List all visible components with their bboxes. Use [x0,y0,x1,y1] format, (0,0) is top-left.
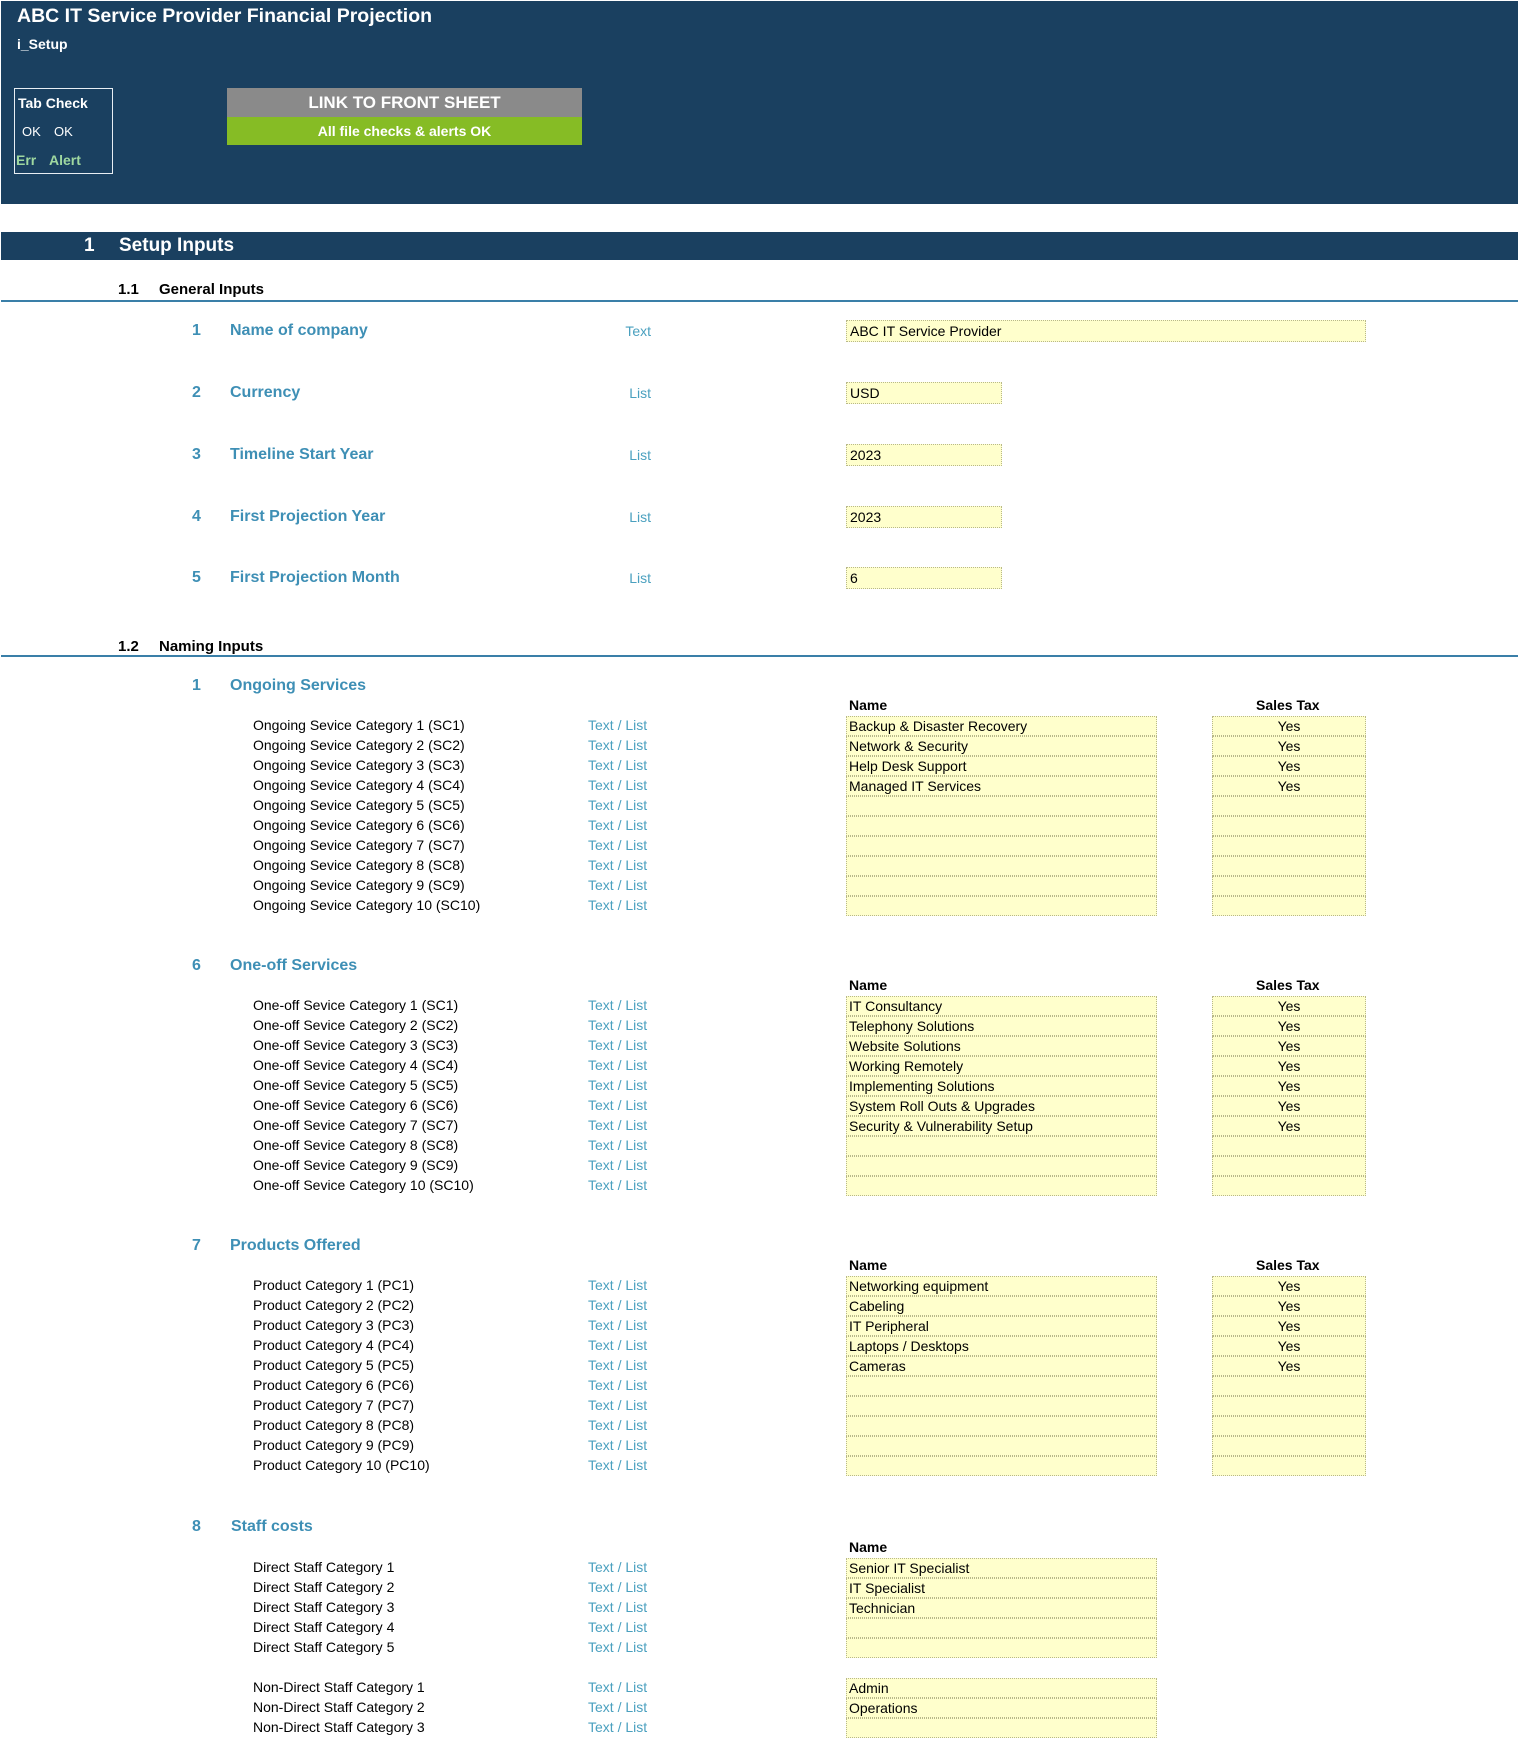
category-label: One-off Sevice Category 6 (SC6) [253,1097,459,1113]
category-name-input[interactable]: Implementing Solutions [846,1076,1157,1096]
staff-name-input[interactable]: IT Specialist [846,1578,1157,1598]
category-name-input[interactable]: Backup & Disaster Recovery [846,716,1157,736]
category-label: One-off Sevice Category 5 (SC5) [253,1077,459,1093]
sales-tax-input[interactable] [1212,796,1366,816]
sales-tax-input[interactable]: Yes [1212,1016,1366,1036]
category-label: One-off Sevice Category 8 (SC8) [253,1137,459,1153]
category-name-input[interactable]: Cameras [846,1356,1157,1376]
category-name-input[interactable] [846,796,1157,816]
category-name-input[interactable]: Managed IT Services [846,776,1157,796]
sales-tax-input[interactable]: Yes [1212,756,1366,776]
category-name-input[interactable]: Working Remotely [846,1056,1157,1076]
category-label: One-off Sevice Category 3 (SC3) [253,1037,459,1053]
staff-category-type: Text / List [588,1619,648,1635]
header-band [1,1,1518,204]
category-name-input[interactable]: Networking equipment [846,1276,1157,1296]
section-header [1,232,1518,260]
staff-category-label: Non-Direct Staff Category 2 [253,1699,425,1715]
category-type: Text / List [588,1097,648,1113]
sales-tax-column-header: Sales Tax [1256,1257,1320,1273]
tab-check-title: Tab Check [18,95,88,111]
input-number: 2 [192,384,201,401]
sales-tax-input[interactable] [1212,1396,1366,1416]
input-field[interactable]: 6 [846,567,1002,589]
category-type: Text / List [588,1297,648,1313]
category-label: Product Category 2 (PC2) [253,1297,415,1313]
sales-tax-input[interactable]: Yes [1212,1296,1366,1316]
staff-category-type: Text / List [588,1559,648,1575]
category-label: One-off Sevice Category 10 (SC10) [253,1177,474,1193]
category-label: Product Category 6 (PC6) [253,1377,415,1393]
tab-check-ok: OK [22,124,41,139]
category-name-input[interactable] [846,1156,1157,1176]
category-label: Ongoing Sevice Category 5 (SC5) [253,797,465,813]
sales-tax-input[interactable] [1212,1156,1366,1176]
group-title: One-off Services [230,957,358,974]
category-label: One-off Sevice Category 4 (SC4) [253,1057,459,1073]
category-type: Text / List [588,1377,648,1393]
category-type: Text / List [588,877,648,893]
staff-name-input[interactable] [846,1718,1157,1738]
category-label: One-off Sevice Category 7 (SC7) [253,1117,459,1133]
category-label: Product Category 10 (PC10) [253,1457,430,1473]
group-number: 7 [192,1237,201,1254]
subsection-title: General Inputs [159,281,265,298]
staff-category-label: Non-Direct Staff Category 3 [253,1719,425,1735]
tab-check-err: Err [16,152,37,168]
category-type: Text / List [588,1417,648,1433]
category-name-input[interactable] [846,1436,1157,1456]
category-name-input[interactable]: Website Solutions [846,1036,1157,1056]
sales-tax-input[interactable]: Yes [1212,1316,1366,1336]
tab-check-ok-2: OK [54,124,73,139]
group-title: Products Offered [230,1237,361,1254]
category-name-input[interactable]: Network & Security [846,736,1157,756]
sales-tax-input[interactable] [1212,1416,1366,1436]
sales-tax-input[interactable] [1212,816,1366,836]
category-type: Text / List [588,1177,648,1193]
input-number: 3 [192,446,201,463]
category-label: Ongoing Sevice Category 4 (SC4) [253,777,465,793]
category-name-input[interactable] [846,1136,1157,1156]
category-label: Ongoing Sevice Category 6 (SC6) [253,817,465,833]
staff-name-input[interactable]: Senior IT Specialist [846,1558,1157,1578]
category-type: Text / List [588,1397,648,1413]
category-type: Text / List [588,797,648,813]
category-name-input[interactable] [846,1456,1157,1476]
category-name-input[interactable]: System Roll Outs & Upgrades [846,1096,1157,1116]
category-label: Product Category 9 (PC9) [253,1437,415,1453]
sales-tax-input[interactable] [1212,1436,1366,1456]
staff-category-type: Text / List [588,1579,648,1595]
category-label: Product Category 8 (PC8) [253,1417,415,1433]
category-label: Product Category 4 (PC4) [253,1337,415,1353]
category-label: Product Category 1 (PC1) [253,1277,415,1293]
input-field[interactable]: ABC IT Service Provider [846,320,1366,342]
category-type: Text / List [588,717,648,733]
input-label: First Projection Year [230,508,386,525]
category-type: Text / List [588,1277,648,1293]
group-number: 1 [192,677,201,694]
sales-tax-input[interactable] [1212,1456,1366,1476]
sales-tax-input[interactable] [1212,856,1366,876]
input-number: 1 [192,322,201,339]
staff-category-label: Direct Staff Category 3 [253,1599,395,1615]
input-type: List [629,385,651,401]
category-type: Text / List [588,1357,648,1373]
sales-tax-input[interactable] [1212,896,1366,916]
sales-tax-input[interactable]: Yes [1212,996,1366,1016]
category-name-input[interactable] [846,856,1157,876]
category-type: Text / List [588,1337,648,1353]
category-type: Text / List [588,757,648,773]
category-name-input[interactable] [846,816,1157,836]
category-type: Text / List [588,897,648,913]
subsection-rule [1,655,1518,657]
input-field[interactable]: 2023 [846,506,1002,528]
staff-category-label: Direct Staff Category 4 [253,1619,395,1635]
group-number: 8 [192,1518,201,1535]
input-type: List [629,447,651,463]
sales-tax-input[interactable]: Yes [1212,1096,1366,1116]
category-type: Text / List [588,1117,648,1133]
tab-check-alert: Alert [49,152,81,168]
file-check-status: All file checks & alerts OK [227,117,582,145]
category-label: Ongoing Sevice Category 3 (SC3) [253,757,465,773]
staff-category-label: Direct Staff Category 5 [253,1639,395,1655]
sales-tax-input[interactable]: Yes [1212,776,1366,796]
category-type: Text / List [588,1317,648,1333]
sales-tax-input[interactable]: Yes [1212,1056,1366,1076]
sales-tax-input[interactable] [1212,1176,1366,1196]
category-type: Text / List [588,857,648,873]
sales-tax-input[interactable]: Yes [1212,1036,1366,1056]
category-name-input[interactable]: Telephony Solutions [846,1016,1157,1036]
category-name-input[interactable] [846,1176,1157,1196]
sales-tax-input[interactable]: Yes [1212,716,1366,736]
category-name-input[interactable] [846,1396,1157,1416]
category-type: Text / List [588,1437,648,1453]
staff-category-type: Text / List [588,1599,648,1615]
sales-tax-input[interactable]: Yes [1212,736,1366,756]
sales-tax-input[interactable] [1212,836,1366,856]
page-title: ABC IT Service Provider Financial Projection [17,5,433,27]
category-name-input[interactable] [846,836,1157,856]
category-type: Text / List [588,737,648,753]
name-column-header: Name [849,1539,888,1555]
sheet-name: i_Setup [17,36,68,52]
category-name-input[interactable] [846,896,1157,916]
category-type: Text / List [588,817,648,833]
sales-tax-input[interactable] [1212,1136,1366,1156]
subsection-title: Naming Inputs [159,638,264,655]
category-label: Product Category 3 (PC3) [253,1317,415,1333]
category-label: Ongoing Sevice Category 7 (SC7) [253,837,465,853]
group-title: Staff costs [231,1518,313,1535]
input-type: List [629,509,651,525]
staff-name-input[interactable]: Technician [846,1598,1157,1618]
category-name-input[interactable] [846,1376,1157,1396]
name-column-header: Name [849,1257,888,1273]
category-name-input[interactable] [846,876,1157,896]
staff-name-input[interactable] [846,1638,1157,1658]
input-type: List [629,570,651,586]
subsection-number: 1.2 [118,638,139,655]
sales-tax-column-header: Sales Tax [1256,697,1320,713]
name-column-header: Name [849,977,888,993]
section-title: Setup Inputs [119,235,235,256]
staff-name-input[interactable]: Admin [846,1678,1157,1698]
subsection-number: 1.1 [118,281,139,298]
category-type: Text / List [588,997,648,1013]
group-title: Ongoing Services [230,677,367,694]
category-label: Ongoing Sevice Category 10 (SC10) [253,897,481,913]
input-label: Timeline Start Year [230,446,374,463]
sales-tax-input[interactable]: Yes [1212,1356,1366,1376]
category-type: Text / List [588,1037,648,1053]
category-name-input[interactable]: IT Peripheral [846,1316,1157,1336]
link-to-front-sheet-button[interactable]: LINK TO FRONT SHEET [227,88,582,117]
section-number: 1 [84,235,95,256]
category-type: Text / List [588,837,648,853]
sales-tax-input[interactable]: Yes [1212,1116,1366,1136]
staff-category-type: Text / List [588,1639,648,1655]
category-label: One-off Sevice Category 1 (SC1) [253,997,459,1013]
staff-name-input[interactable]: Operations [846,1698,1157,1718]
category-label: Ongoing Sevice Category 9 (SC9) [253,877,465,893]
staff-category-type: Text / List [588,1699,648,1715]
input-number: 4 [192,508,201,525]
category-label: Product Category 7 (PC7) [253,1397,415,1413]
sales-tax-input[interactable] [1212,1376,1366,1396]
category-name-input[interactable]: Help Desk Support [846,756,1157,776]
subsection-rule [1,300,1518,302]
input-label: First Projection Month [230,569,400,586]
group-number: 6 [192,957,201,974]
category-name-input[interactable]: Laptops / Desktops [846,1336,1157,1356]
category-type: Text / List [588,1077,648,1093]
staff-category-label: Direct Staff Category 1 [253,1559,395,1575]
input-label: Currency [230,384,301,401]
category-type: Text / List [588,1137,648,1153]
category-label: Ongoing Sevice Category 1 (SC1) [253,717,465,733]
input-field[interactable]: 2023 [846,444,1002,466]
staff-category-label: Direct Staff Category 2 [253,1579,395,1595]
category-type: Text / List [588,1157,648,1173]
sales-tax-column-header: Sales Tax [1256,977,1320,993]
category-label: Ongoing Sevice Category 8 (SC8) [253,857,465,873]
category-name-input[interactable]: IT Consultancy [846,996,1157,1016]
sales-tax-input[interactable]: Yes [1212,1076,1366,1096]
staff-category-type: Text / List [588,1719,648,1735]
category-label: One-off Sevice Category 9 (SC9) [253,1157,459,1173]
category-name-input[interactable] [846,1416,1157,1436]
name-column-header: Name [849,697,888,713]
category-label: Product Category 5 (PC5) [253,1357,415,1373]
staff-name-input[interactable] [846,1618,1157,1638]
category-name-input[interactable]: Cabeling [846,1296,1157,1316]
input-field[interactable]: USD [846,382,1002,404]
tab-check-box [14,88,113,174]
category-type: Text / List [588,1457,648,1473]
sales-tax-input[interactable] [1212,876,1366,896]
input-number: 5 [192,569,201,586]
category-type: Text / List [588,1057,648,1073]
staff-category-label: Non-Direct Staff Category 1 [253,1679,425,1695]
category-type: Text / List [588,777,648,793]
sales-tax-input[interactable]: Yes [1212,1276,1366,1296]
category-type: Text / List [588,1017,648,1033]
staff-category-type: Text / List [588,1679,648,1695]
category-label: One-off Sevice Category 2 (SC2) [253,1017,459,1033]
sales-tax-input[interactable]: Yes [1212,1336,1366,1356]
input-type: Text [625,323,651,339]
input-label: Name of company [230,322,368,339]
category-name-input[interactable]: Security & Vulnerability Setup [846,1116,1157,1136]
category-label: Ongoing Sevice Category 2 (SC2) [253,737,465,753]
